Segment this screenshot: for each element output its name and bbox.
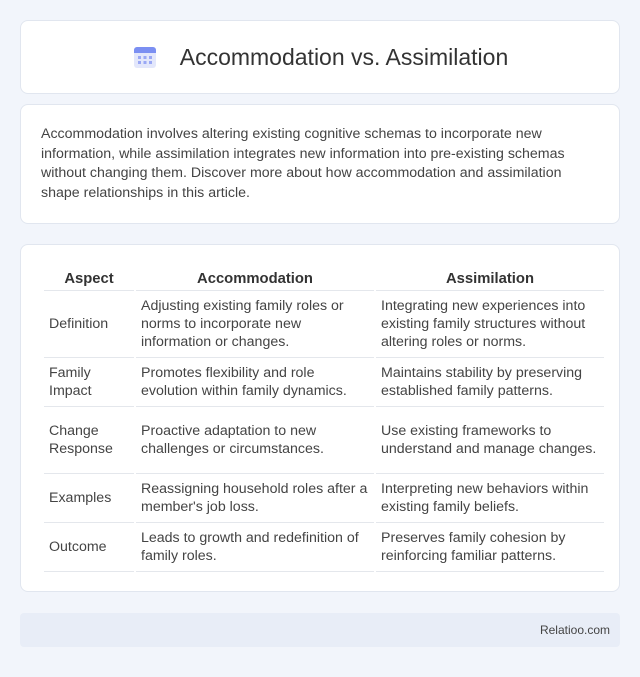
assimilation-cell: Use existing frameworks to understand and manage changes. <box>376 407 604 474</box>
aspect-cell: Outcome <box>44 523 134 572</box>
title-card <box>20 20 620 94</box>
assimilation-cell: Preserves family cohesion by reinforcing familiar patterns. <box>376 523 604 572</box>
accommodation-cell: Proactive adaptation to new challenges or circumstances. <box>136 407 374 474</box>
aspect-cell: Change Response <box>44 407 134 474</box>
header-assimilation: Assimilation <box>376 265 604 291</box>
accommodation-cell: Promotes flexibility and role evolution within family dynamics. <box>136 358 374 407</box>
table-row <box>44 358 604 407</box>
assimilation-cell: Interpreting new behaviors within existing family beliefs. <box>376 474 604 523</box>
comparison-table <box>42 265 606 572</box>
accommodation-cell: Reassigning household roles after a member's job loss. <box>136 474 374 523</box>
table-row <box>44 523 604 572</box>
intro-text: Accommodation involves altering existing cognitive schemas to incorporate new information, while assimilation integrates new information into pre-existing schemas without changing them. Discover more about how accommodation and assimilation shape relationships in this article. <box>41 126 565 201</box>
assimilation-cell: Integrating new experiences into existing family structures without altering roles or norms. <box>376 291 604 358</box>
table-row <box>44 291 604 358</box>
table-header-row <box>44 265 604 291</box>
page-title: Accommodation vs. Assimilation <box>179 43 509 70</box>
table-card <box>20 244 620 592</box>
calendar-icon <box>132 44 158 70</box>
accommodation-cell: Leads to growth and redefinition of family roles. <box>136 523 374 572</box>
table-row <box>44 474 604 523</box>
aspect-cell: Definition <box>44 291 134 358</box>
table-row <box>44 407 604 474</box>
aspect-cell: Family Impact <box>44 358 134 407</box>
accommodation-cell: Adjusting existing family roles or norms to incorporate new information or changes. <box>136 291 374 358</box>
aspect-cell: Examples <box>44 474 134 523</box>
header-accommodation: Accommodation <box>136 265 374 291</box>
assimilation-cell: Maintains stability by preserving established family patterns. <box>376 358 604 407</box>
header-aspect: Aspect <box>44 265 134 291</box>
footer <box>20 613 620 647</box>
footer-site-link[interactable]: Relatioo.com <box>539 623 610 637</box>
intro-card <box>20 104 620 224</box>
